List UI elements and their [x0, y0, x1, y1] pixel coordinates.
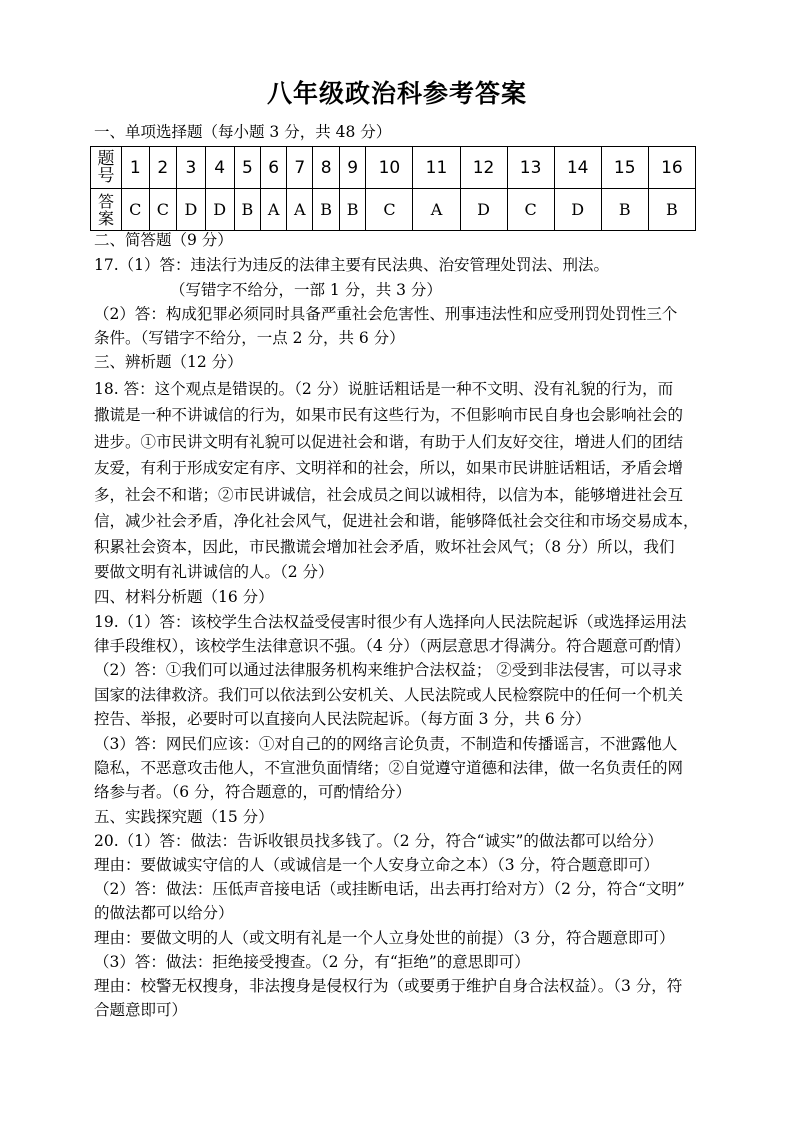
question-number: 5	[234, 147, 261, 189]
question-number: 7	[287, 147, 313, 189]
answer-cell: C	[122, 189, 150, 231]
question-number: 6	[261, 147, 287, 189]
answer-text-line: 撒谎是一种不讲诚信的行为，如果市民有这些行为，不但影响市民自身也会影响社会的	[94, 406, 684, 424]
question-number: 9	[339, 147, 366, 189]
answer-cell: C	[366, 189, 413, 231]
answer-text-line: 要做文明有礼讲诚信的人。（2 分）	[94, 563, 334, 581]
answer-text-line: 积累社会资本，因此，市民撒谎会增加社会矛盾，败坏社会风气；（8 分）所以，我们	[94, 538, 675, 556]
question-number-header: 题号	[91, 147, 122, 189]
question-number: 11	[413, 147, 460, 189]
answer-cell: D	[554, 189, 601, 231]
question-number: 2	[149, 147, 177, 189]
answer-text-line: 络参与者。（6 分，符合题意的，可酌情给分）	[94, 783, 412, 801]
answer-table	[90, 146, 696, 231]
question-number: 3	[177, 147, 206, 189]
answer-cell: B	[313, 189, 340, 231]
answer-cell: D	[460, 189, 507, 231]
answer-text-line: 理由：要做诚实守信的人（或诚信是一个人安身立命之本）（3 分，符合题意即可）	[94, 856, 660, 874]
answer-text-line: （2）答：做法：压低声音接电话（或挂断电话，出去再打给对方）（2 分，符合“文明”	[94, 880, 685, 898]
answer-cell: B	[601, 189, 648, 231]
answer-text-line: 控告、举报，必要时可以直接向人民法院起诉。（每方面 3 分，共 6 分）	[94, 710, 591, 728]
answer-text-line: （3）答：做法：拒绝接受搜查。（2 分，有“拒绝”的意思即可）	[94, 953, 530, 971]
answer-text-line: 17.（1）答：违法行为违反的法律主要有民法典、治安管理处罚法、刑法。	[94, 256, 610, 274]
section-4-heading: 四、材料分析题（16 分）	[94, 588, 274, 606]
answer-text-line: 条件。（写错字不给分，一点 2 分，共 6 分）	[94, 329, 405, 347]
answer-text-line: 信，减少社会矛盾，净化社会风气，促进社会和谐，能够降低社会交往和市场交易成本，	[94, 512, 699, 530]
answer-text-line: 理由：校警无权搜身，非法搜身是侵权行为（或要勇于维护自身合法权益）。（3 分，符	[94, 977, 683, 995]
answer-cell: C	[507, 189, 554, 231]
answer-text-line: 律手段维权），该校学生法律意识不强。（4 分）（两层意思才得满分。符合题意可酌情）	[94, 637, 691, 655]
answer-text-line: 隐私，不恶意攻击他人，不宣泄负面情绪；②自觉遵守道德和法律，做一名负责任的网	[94, 759, 684, 777]
answer-text-line: 国家的法律救济。我们可以依法到公安机关、人民法院或人民检察院中的任何一个机关	[94, 686, 684, 704]
answer-cell: B	[234, 189, 261, 231]
answer-text-line: 合题意即可）	[94, 1001, 188, 1019]
answer-text-line: 20.（1）答：做法：告诉收银员找多钱了。（2 分，符合“诚实”的做法都可以给分）	[94, 832, 663, 850]
answer-text-line: 友爱，有利于形成安定有序、文明祥和的社会，所以，如果市民讲脏话粗话，矛盾会增	[94, 459, 684, 477]
answer-row	[91, 189, 696, 231]
question-number: 14	[554, 147, 601, 189]
answer-text-line: （3）答：网民们应该：①对自己的的网络言论负责，不制造和传播谣言，不泄露他人	[94, 735, 678, 753]
question-number: 15	[601, 147, 648, 189]
answer-text-line: 进步。①市民讲文明有礼貌可以促进社会和谐，有助于人们友好交往，增进人们的团结	[94, 433, 684, 451]
answer-cell: B	[339, 189, 366, 231]
answer-cell: A	[261, 189, 287, 231]
answer-cell: D	[205, 189, 234, 231]
answer-text-line: 的做法都可以给分）	[94, 904, 234, 922]
answer-text-line: 19.（1）答：该校学生合法权益受侵害时很少有人选择向人民法院起诉（或选择运用法	[94, 613, 687, 631]
question-number: 16	[648, 147, 695, 189]
question-number: 1	[122, 147, 150, 189]
answer-header: 答案	[91, 189, 122, 231]
answer-text-line: （2）答：①我们可以通过法律服务机构来维护合法权益； ②受到非法侵害，可以寻求	[94, 661, 683, 679]
section-3-heading: 三、辨析题（12 分）	[94, 353, 243, 371]
section-5-heading: 五、实践探究题（15 分）	[94, 808, 274, 826]
question-number: 13	[507, 147, 554, 189]
answer-cell: A	[287, 189, 313, 231]
answer-text-line: 18. 答：这个观点是错误的。（2 分）说脏话粗话是一种不文明、没有礼貌的行为，而	[94, 380, 674, 398]
answer-text-line: （2）答：构成犯罪必须同时具备严重社会危害性、刑事违法性和应受刑罚处罚性三个	[94, 305, 678, 323]
answer-text-line: 多，社会不和谐；②市民讲诚信，社会成员之间以诚相待，以信为本，能够增进社会互	[94, 486, 684, 504]
page-title: 八年级政治科参考答案	[266, 79, 527, 108]
question-number: 4	[205, 147, 234, 189]
answer-cell: C	[149, 189, 177, 231]
answer-text-line: 理由：要做文明的人（或文明有礼是一个人立身处世的前提）（3 分，符合题意即可）	[94, 929, 675, 947]
question-number: 10	[366, 147, 413, 189]
answer-cell: B	[648, 189, 695, 231]
question-number-row	[91, 147, 696, 189]
scoring-note: （写错字不给分，一部 1 分，共 3 分）	[170, 281, 442, 299]
question-number: 8	[313, 147, 340, 189]
section-2-heading: 二、简答题（9 分）	[94, 231, 233, 249]
answer-cell: D	[177, 189, 206, 231]
question-number: 12	[460, 147, 507, 189]
section-1-heading: 一、单项选择题（每小题 3 分，共 48 分）	[94, 123, 392, 141]
answer-cell: A	[413, 189, 460, 231]
